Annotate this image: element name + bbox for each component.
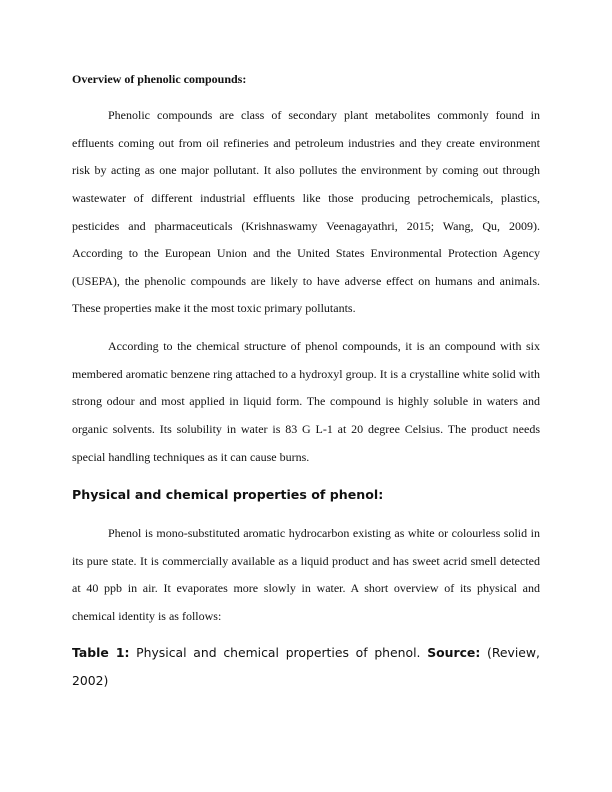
text-line: strong odour and most applied in liquid form. The compound is highly soluble in waters and [72,394,540,408]
section-heading-properties: Physical and chemical properties of phenol: [72,487,384,502]
text-line: at 40 ppb in air. It evaporates more slowly in water. A short overview of its physical and [72,581,540,595]
caption-text: Physical and chemical properties of phenol. [129,645,428,660]
caption-source: (Review, [480,645,540,660]
text-line: Phenolic compounds are class of secondary plant metabolites commonly found in [108,108,540,122]
caption-line [72,643,540,663]
text-line: These properties make it the most toxic primary pollutants. [72,301,356,315]
text-line: risk by acting as one major pollutant. It also pollutes the environment by coming out through [72,163,540,177]
text-line: (USEPA), the phenolic compounds are likely to have adverse effect on humans and animals. [72,274,540,288]
text-line: organic solvents. Its solubility in water is 83 G L-1 at 20 degree Celsius. The product needs [72,422,540,436]
section-heading-overview: Overview of phenolic compounds: [72,72,247,86]
text-line: chemical identity is as follows: [72,609,222,623]
caption-line-2: 2002) [72,673,109,688]
text-line: pesticides and pharmaceuticals (Krishnaswamy Veenagayathri, 2015; Wang, Qu, 2009). [72,219,540,233]
text-line: special handling techniques as it can cause burns. [72,450,310,464]
text-line: Phenol is mono-substituted aromatic hydrocarbon existing as white or colourless solid in [108,526,540,540]
text-line: wastewater of different industrial effluents like those producing petrochemicals, plastics, [72,191,540,205]
text-line: According to the European Union and the United States Environmental Protection Agency [72,246,540,260]
text-line: its pure state. It is commercially available as a liquid product and has sweet acrid smell detected [72,554,540,568]
text-line: According to the chemical structure of phenol compounds, it is an compound with six [108,339,540,353]
text-line: effluents coming out from oil refineries and petroleum industries and they create environment [72,136,540,150]
caption-source-label: Source: [427,645,481,660]
text-line: membered aromatic benzene ring attached to a hydroxyl group. It is a crystalline white solid with [72,367,540,381]
caption-label: Table 1: [72,645,130,660]
